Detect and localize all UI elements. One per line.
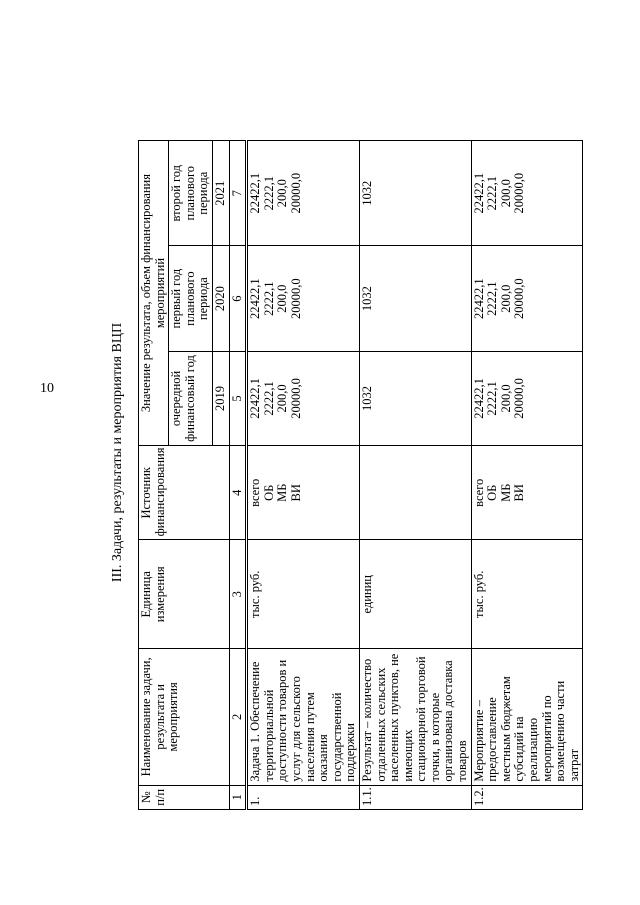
row-name: Результат – количество отдаленных сельских населенных пунктов, не имеющих стационарной торговой точки, в которые организована доставка товаров bbox=[359, 649, 471, 785]
header-year1: очередной финансовый год bbox=[169, 351, 213, 445]
header-no: № п/п bbox=[139, 785, 230, 809]
value-item: 2222,1 bbox=[261, 176, 276, 211]
value-item: 200,0 bbox=[498, 384, 513, 413]
column-number: 1 bbox=[229, 785, 247, 809]
source-item: ОБ bbox=[261, 484, 276, 501]
value-item: 22422,1 bbox=[248, 172, 263, 214]
header-value-group: Значение результата, объем финансирования мероприятий bbox=[139, 141, 169, 446]
column-number: 6 bbox=[229, 246, 247, 351]
row-sources bbox=[247, 446, 360, 540]
source-item: ВИ bbox=[288, 484, 303, 502]
header-year1-value: 2019 bbox=[212, 351, 229, 445]
row-sources bbox=[359, 446, 471, 540]
value-item: 22422,1 bbox=[471, 278, 486, 319]
row-name: Мероприятие – предоставление местным бюджетам субсидий на реализацию мероприятий по возмещению части затрат bbox=[471, 649, 583, 785]
row-year2-values bbox=[359, 246, 471, 351]
row-number: 1.2. bbox=[471, 785, 583, 809]
value-item: 2222,1 bbox=[485, 176, 500, 211]
value-item: 22422,1 bbox=[471, 378, 486, 419]
value-item: 22422,1 bbox=[248, 378, 263, 419]
source-item: МБ bbox=[275, 483, 290, 502]
row-year3-values bbox=[359, 141, 471, 246]
value-item: 1032 bbox=[359, 385, 374, 411]
column-number: 4 bbox=[229, 446, 247, 540]
header-year3-value: 2021 bbox=[212, 141, 229, 246]
value-item: 2222,1 bbox=[485, 281, 500, 316]
column-number: 3 bbox=[229, 540, 247, 649]
row-name: Задача 1. Обеспечение территориальной доступности товаров и услуг для сельского населения путем оказания государственной поддержки bbox=[247, 649, 360, 785]
header-year2: первый год планового периода bbox=[169, 246, 213, 351]
source-item: ВИ bbox=[512, 484, 527, 502]
column-number-row bbox=[229, 141, 247, 810]
value-item: 20000,0 bbox=[288, 378, 303, 419]
row-number: 1. bbox=[247, 785, 360, 809]
value-item: 1032 bbox=[359, 286, 374, 312]
row-year3-values bbox=[247, 141, 360, 246]
value-item: 20000,0 bbox=[512, 378, 527, 419]
value-item: 22422,1 bbox=[471, 172, 486, 214]
row-year2-values bbox=[471, 246, 583, 351]
value-item: 1032 bbox=[359, 180, 374, 206]
row-unit: тыс. руб. bbox=[471, 540, 583, 649]
row-unit: единиц bbox=[359, 540, 471, 649]
value-item: 20000,0 bbox=[288, 278, 303, 319]
header-year2-value: 2020 bbox=[212, 246, 229, 351]
value-item: 20000,0 bbox=[512, 278, 527, 319]
source-item: всего bbox=[248, 478, 263, 507]
value-item: 200,0 bbox=[275, 384, 290, 413]
row-unit: тыс. руб. bbox=[247, 540, 360, 649]
column-number: 2 bbox=[229, 649, 247, 785]
value-item: 200,0 bbox=[275, 284, 290, 313]
source-item: всего bbox=[471, 478, 486, 507]
value-item: 2222,1 bbox=[485, 381, 500, 416]
value-item: 200,0 bbox=[498, 284, 513, 313]
row-sources bbox=[471, 446, 583, 540]
value-item: 20000,0 bbox=[512, 172, 527, 214]
table-row bbox=[471, 141, 583, 810]
table-row bbox=[247, 141, 360, 810]
section-title: III. Задачи, результаты и мероприятия ВЦП bbox=[110, 322, 125, 583]
source-item: МБ bbox=[498, 483, 513, 502]
value-item: 22422,1 bbox=[248, 278, 263, 319]
value-item: 2222,1 bbox=[261, 281, 276, 316]
table-row bbox=[359, 141, 471, 810]
header-unit: Единица измерения bbox=[139, 540, 230, 649]
tasks-results-table bbox=[138, 140, 583, 810]
row-year1-values bbox=[359, 351, 471, 445]
row-number: 1.1. bbox=[359, 785, 471, 809]
source-item: ОБ bbox=[485, 484, 500, 501]
value-item: 20000,0 bbox=[288, 172, 303, 214]
row-year3-values bbox=[471, 141, 583, 246]
row-year1-values bbox=[247, 351, 360, 445]
column-number: 7 bbox=[229, 141, 247, 246]
header-name: Наименование задачи, результата и мероприятия bbox=[139, 649, 230, 785]
row-year2-values bbox=[247, 246, 360, 351]
row-year1-values bbox=[471, 351, 583, 445]
page-number: 10 bbox=[40, 381, 54, 396]
value-item: 200,0 bbox=[275, 179, 290, 208]
header-source: Источник финансирования bbox=[139, 446, 230, 540]
value-item: 2222,1 bbox=[261, 381, 276, 416]
column-number: 5 bbox=[229, 351, 247, 445]
header-year3: второй год планового периода bbox=[169, 141, 213, 246]
value-item: 200,0 bbox=[498, 179, 513, 208]
